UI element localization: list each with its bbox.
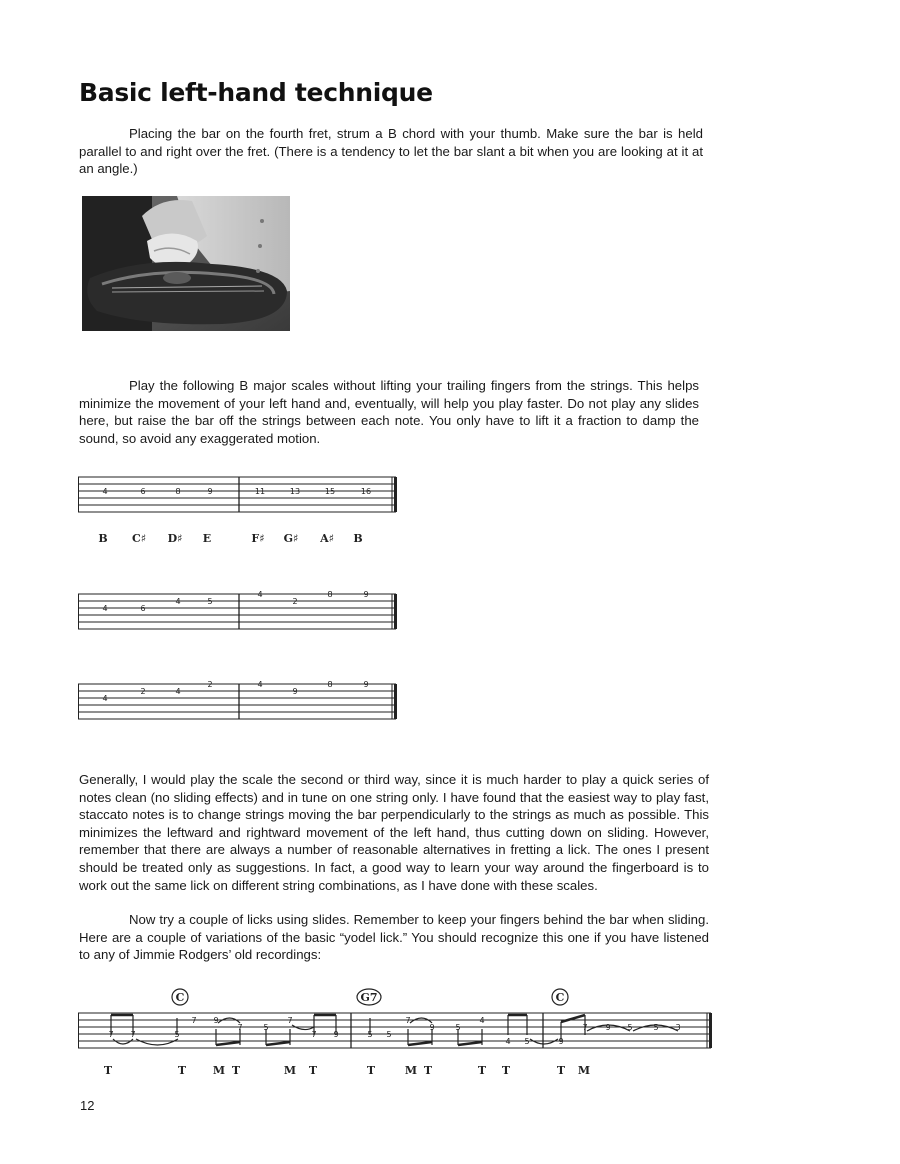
note-name: G♯ xyxy=(283,532,299,545)
paragraph-licks: Now try a couple of licks using slides. Remember to keep your fingers behind the bar when sliding. Here are a couple of variations of the basic “yodel lick.” You should recognize this one if you have listened to any of Jimmie Rodgers’ old recordings: xyxy=(79,912,709,963)
tab-note: 9 xyxy=(429,1023,435,1032)
tab-note: 8 xyxy=(327,590,333,599)
tab-note: 9 xyxy=(207,487,213,496)
tab-staff-yodel-lick xyxy=(78,985,718,1080)
chord-label: C xyxy=(555,991,565,1004)
note-name: B xyxy=(353,532,363,545)
tab-note: 7 xyxy=(108,1030,114,1039)
note-name: C♯ xyxy=(131,532,147,545)
pick-label: T xyxy=(308,1064,318,1077)
pick-label: T xyxy=(423,1064,433,1077)
tab-note: 6 xyxy=(140,487,146,496)
tab-note: 2 xyxy=(292,597,298,606)
tab-note: 4 xyxy=(102,604,108,613)
tab-note: 7 xyxy=(582,1023,588,1032)
tab-note: 8 xyxy=(327,680,333,689)
tab-note: 9 xyxy=(363,680,369,689)
tab-note: 7 xyxy=(405,1016,411,1025)
pick-label: T xyxy=(501,1064,511,1077)
tab-note: 9 xyxy=(213,1016,219,1025)
chord-label: C xyxy=(175,991,185,1004)
tab-note: 4 xyxy=(257,590,263,599)
tab-note: 5 xyxy=(174,1030,180,1039)
tab-note: 7 xyxy=(191,1016,197,1025)
note-name: D♯ xyxy=(167,532,183,545)
tab-note: 8 xyxy=(175,487,181,496)
tab-note: 2 xyxy=(140,687,146,696)
tab-note: 6 xyxy=(140,604,146,613)
pick-label: M xyxy=(404,1064,418,1077)
tab-note: 9 xyxy=(605,1023,611,1032)
tab-note: 9 xyxy=(558,1037,564,1046)
pick-label: T xyxy=(231,1064,241,1077)
tab-note: 15 xyxy=(324,487,336,496)
tab-note: 13 xyxy=(289,487,301,496)
paragraph-discussion: Generally, I would play the scale the second or third way, since it is much harder to play a quick series of notes clean (no sliding effects) and in tune on one string only. I have found that the easiest way to play fast, staccato notes is to change strings moving the bar perpendicularly to the strings as much as possible. This minimizes the leftward and rightward movement of the left hand, thus cutting down on sliding. However, remember that there are always a number of reasonable alternatives in fretting a lick. The ones I present should be treated only as suggestions. In fact, a good way to learn your way around the fingerboard is to work out the same lick on different string combinations, as I have done with these scales. xyxy=(79,772,709,893)
page-title: Basic left-hand technique xyxy=(79,78,433,107)
tab-note: 2 xyxy=(207,680,213,689)
pick-label: T xyxy=(556,1064,566,1077)
pick-label: T xyxy=(366,1064,376,1077)
tab-note: 3 xyxy=(675,1023,681,1032)
tab-note: 9 xyxy=(292,687,298,696)
tab-note: 4 xyxy=(505,1037,511,1046)
tab-staff-3 xyxy=(78,682,408,724)
tab-note: 5 xyxy=(386,1030,392,1039)
tab-note: 16 xyxy=(360,487,372,496)
tab-note: 5 xyxy=(263,1023,269,1032)
tab-note: 7 xyxy=(311,1030,317,1039)
tab-note: 5 xyxy=(455,1023,461,1032)
tab-staff-1 xyxy=(78,475,408,560)
pick-label: T xyxy=(477,1064,487,1077)
note-name: A♯ xyxy=(320,532,334,545)
tab-note: 5 xyxy=(627,1023,633,1032)
tab-note: 11 xyxy=(254,487,266,496)
note-name: E xyxy=(202,532,212,545)
pick-label: M xyxy=(212,1064,226,1077)
tab-note: 4 xyxy=(479,1016,485,1025)
tab-staff-2 xyxy=(78,592,408,634)
tab-note: 4 xyxy=(175,597,181,606)
tab-note: 9 xyxy=(333,1030,339,1039)
note-name: B xyxy=(98,532,108,545)
pick-label: M xyxy=(577,1064,591,1077)
tab-note: 4 xyxy=(102,694,108,703)
tab-note: 5 xyxy=(524,1037,530,1046)
tab-note: 4 xyxy=(102,487,108,496)
paragraph-intro: Placing the bar on the fourth fret, strum a B chord with your thumb. Make sure the bar is held parallel to and right over the fret. (There is a tendency to let the bar slant a bit when you are looking at it at an angle.) xyxy=(79,126,703,177)
tab-note: 4 xyxy=(175,687,181,696)
tab-note: 5 xyxy=(367,1030,373,1039)
tab-note: 9 xyxy=(363,590,369,599)
guitar-photo xyxy=(82,196,290,331)
tab-note: 7 xyxy=(130,1030,136,1039)
tab-note: 5 xyxy=(653,1023,659,1032)
tab-note: 5 xyxy=(207,597,213,606)
tab-note: 7 xyxy=(287,1016,293,1025)
tab-note: 7 xyxy=(237,1023,243,1032)
tab-note: 4 xyxy=(257,680,263,689)
pick-label: T xyxy=(103,1064,113,1077)
paragraph-scales: Play the following B major scales without lifting your trailing fingers from the strings. This helps minimize the movement of your left hand and, eventually, will help you play faster. Do not play any slides here, but raise the bar off the strings between each note. You only have to lift it a fraction to damp the sound, so avoid any exaggerated motion. xyxy=(79,378,699,446)
pick-label: T xyxy=(177,1064,187,1077)
page-number: 12 xyxy=(80,1098,95,1113)
note-name: F♯ xyxy=(251,532,265,545)
pick-label: M xyxy=(283,1064,297,1077)
chord-label: G7 xyxy=(360,991,378,1004)
